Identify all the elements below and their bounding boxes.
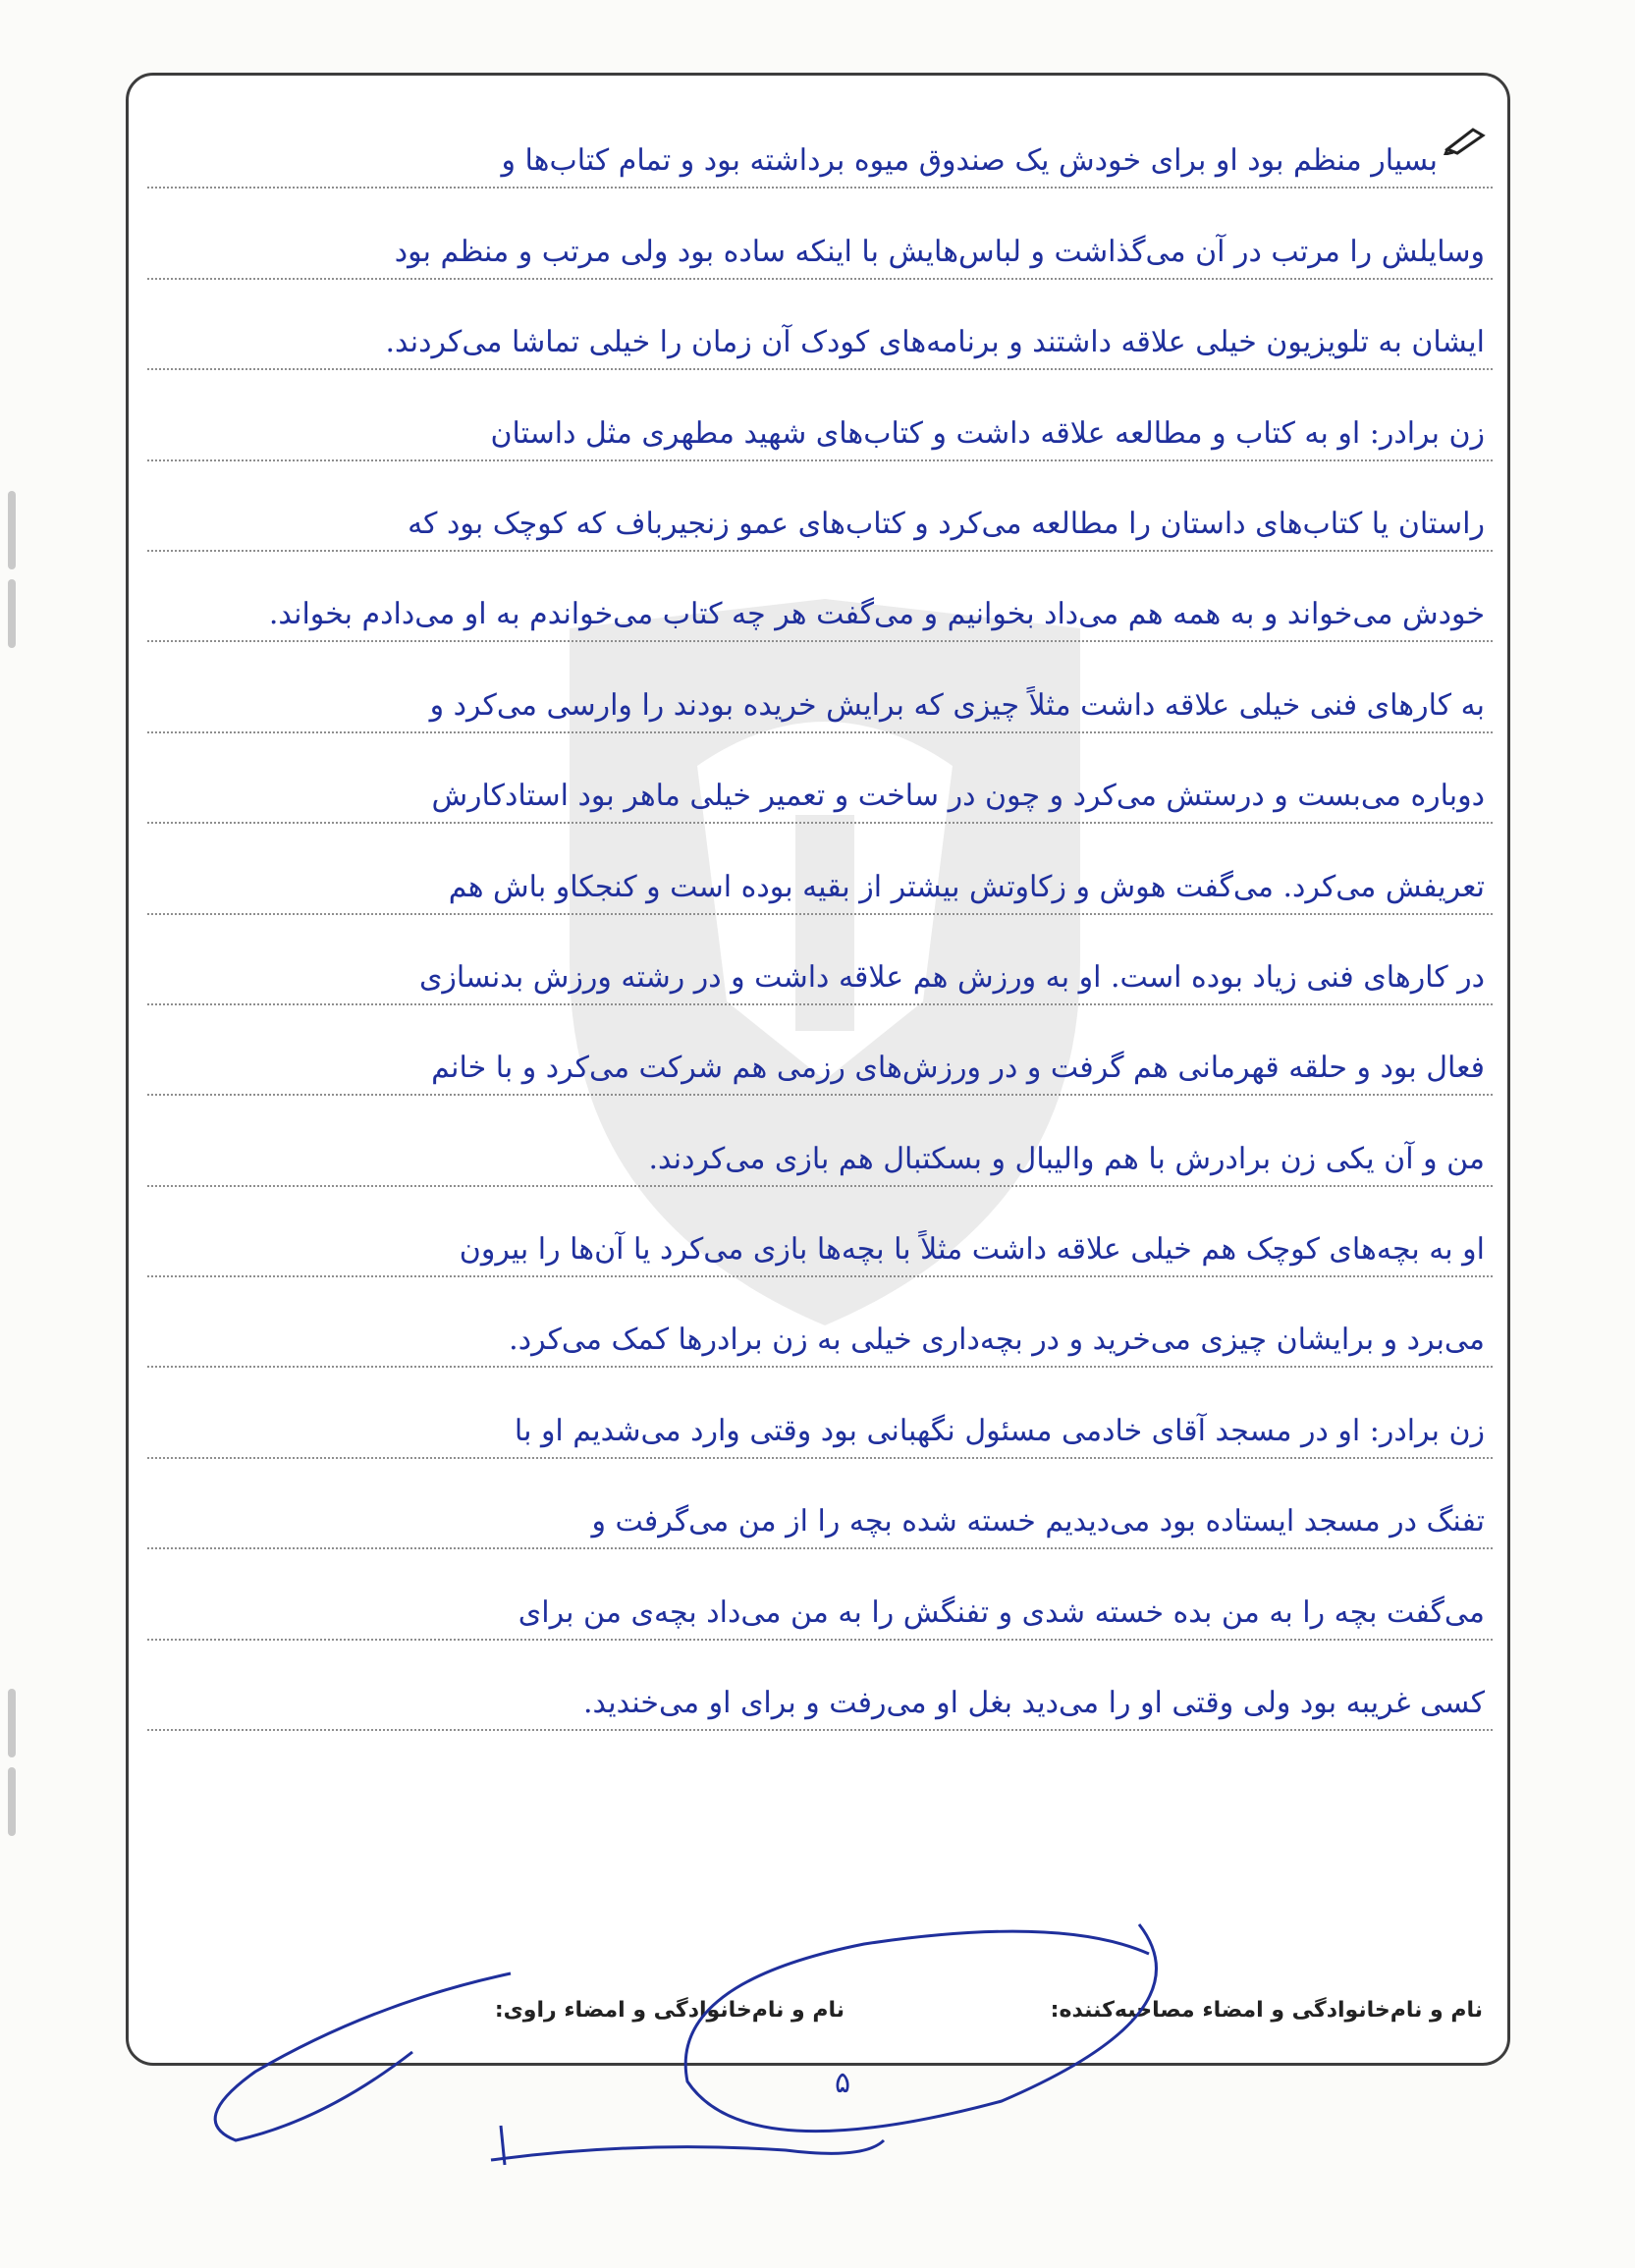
handwritten-text: او به بچه‌های کوچک هم خیلی علاقه داشت مثلاً با بچه‌ها بازی می‌کرد یا آن‌ها را بیرون <box>459 1232 1485 1268</box>
handwritten-text: راستان یا کتاب‌های داستان را مطالعه می‌کرد و کتاب‌های عمو زنجیرباف که کوچک بود که <box>408 506 1485 541</box>
line-17 <box>147 1549 1493 1640</box>
handwritten-text: زن برادر: او در مسجد آقای خادمی مسئول نگهبانی بود وقتی وارد می‌شدیم او با <box>514 1413 1485 1448</box>
line-10 <box>147 915 1493 1005</box>
pen-icon <box>1444 126 1487 155</box>
narrator-signature-label: نام و نام‌خانوادگی و امضاء راوی: <box>494 1998 845 2023</box>
line-11 <box>147 1005 1493 1096</box>
handwritten-text: در کارهای فنی زیاد بوده است. او به ورزش هم علاقه داشت و در رشته ورزش بدنسازی <box>418 959 1485 995</box>
line-13 <box>147 1187 1493 1277</box>
handwritten-text: خودش می‌خواند و به همه هم می‌داد بخوانیم و می‌گفت هر چه کتاب می‌خواندم به او می‌دادم بخواند. <box>268 597 1485 632</box>
page-number: ۵ <box>835 2066 851 2100</box>
line-16 <box>147 1459 1493 1549</box>
handwritten-text: به کارهای فنی خیلی علاقه داشت مثلاً چیزی که برایش خریده بودند را وارسی می‌کرد و <box>429 687 1485 723</box>
handwritten-text: دوباره می‌بست و درستش می‌کرد و چون در ساخت و تعمیر خیلی ماهر بود استادکارش <box>431 779 1485 814</box>
line-14 <box>147 1277 1493 1368</box>
handwritten-text: من و آن یکی زن برادرش با هم والیبال و بسکتبال هم بازی می‌کردند. <box>648 1141 1485 1176</box>
line-4 <box>147 370 1493 460</box>
line-18 <box>147 1641 1493 1731</box>
handwritten-text: فعال بود و حلقه قهرمانی هم گرفت و در ورزش‌های رزمی هم شرکت می‌کرد و با خانم <box>431 1051 1485 1086</box>
line-8 <box>147 733 1493 824</box>
handwritten-text: می‌برد و برایشان چیزی می‌خرید و در بچه‌داری خیلی به زن برادرها کمک می‌کرد. <box>509 1323 1485 1358</box>
handwritten-text: ایشان به تلویزیون خیلی علاقه داشتند و برنامه‌های کودک آن زمان را خیلی تماشا می‌کردند. <box>385 325 1485 360</box>
handwritten-text: کسی غریبه بود ولی وقتی او را می‌دید بغل او می‌رفت و برای او می‌خندید. <box>583 1686 1485 1721</box>
line-2 <box>147 189 1493 279</box>
line-5 <box>147 461 1493 552</box>
handwritten-text: بسیار منظم بود او برای خودش یک صندوق میوه برداشته بود و تمام کتاب‌ها و <box>501 143 1438 179</box>
signature-labels <box>147 1998 1493 2037</box>
interviewer-signature-label: نام و نام‌خانوادگی و امضاء مصاحبه‌کننده: <box>1050 1998 1483 2023</box>
handwritten-text: تعریفش می‌کرد. می‌گفت هوش و زکاوتش بیشتر از بقیه بوده است و کنجکاو باش هم <box>448 869 1485 904</box>
line-9 <box>147 824 1493 914</box>
line-6 <box>147 552 1493 642</box>
handwritten-text: می‌گفت بچه را به من بده خسته شدی و تفنگش را به من می‌داد بچه‌ی من برای <box>518 1594 1485 1630</box>
handwritten-text: وسایلش را مرتب در آن می‌گذاشت و لباس‌هایش با اینکه ساده بود ولی مرتب و منظم بود <box>394 234 1485 269</box>
line-7 <box>147 642 1493 732</box>
line-15 <box>147 1368 1493 1458</box>
handwritten-text: تفنگ در مسجد ایستاده بود می‌دیدیم خسته شده بچه را از من می‌گرفت و <box>591 1504 1485 1539</box>
line-12 <box>147 1096 1493 1186</box>
handwritten-text: زن برادر: او به کتاب و مطالعه علاقه داشت و کتاب‌های شهید مطهری مثل داستان <box>490 415 1485 451</box>
line-3 <box>147 280 1493 370</box>
line-1 <box>147 98 1493 189</box>
handwritten-lines <box>147 98 1493 1731</box>
